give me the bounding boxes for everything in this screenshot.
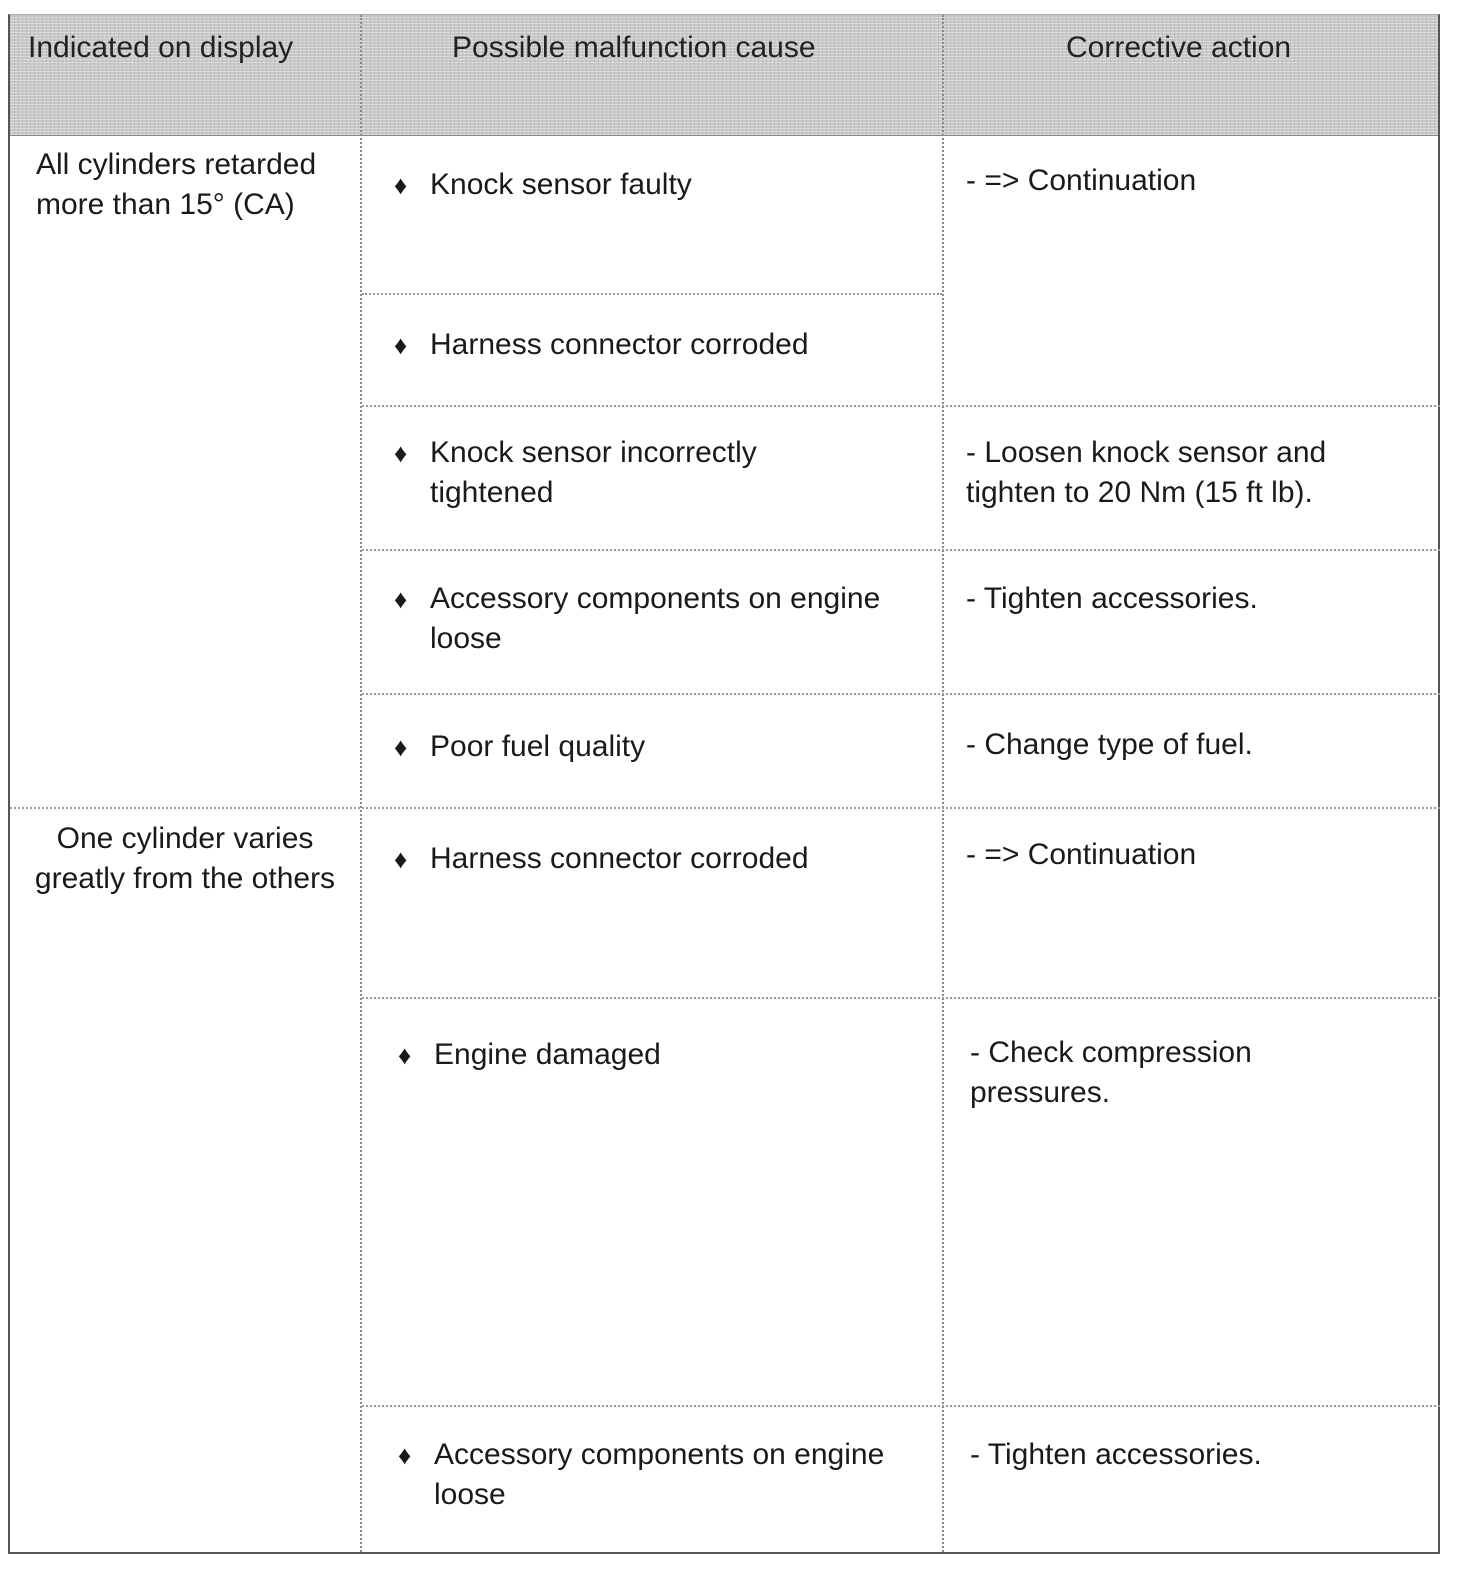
cause-text: Harness connector corroded (430, 328, 809, 361)
diamond-bullet-icon: ♦ (398, 1440, 412, 1470)
action-cell: - Tighten accessories. (966, 582, 1258, 615)
action-cell: - Tighten accessories. (970, 1438, 1262, 1471)
row-divider (362, 997, 1440, 999)
column-divider (942, 15, 944, 1552)
indicated-cell: One cylinder varies greatly from the others (34, 822, 336, 895)
row-divider (362, 693, 1440, 695)
cause-text: Engine damaged (434, 1038, 661, 1071)
column-divider (360, 15, 362, 1552)
row-divider (362, 1405, 1440, 1407)
cause-cell (388, 579, 950, 659)
action-cell: - => Continuation (966, 164, 1197, 197)
diamond-bullet-icon: ♦ (394, 584, 408, 614)
diamond-bullet-icon: ♦ (394, 170, 408, 200)
header-indicated: Indicated on display (28, 31, 294, 64)
diamond-bullet-icon: ♦ (394, 330, 408, 360)
diamond-bullet-icon: ♦ (394, 732, 408, 762)
cause-text: Knock sensor faulty (430, 168, 692, 201)
cause-cell (392, 1035, 954, 1075)
header-action: Corrective action (1066, 31, 1292, 64)
action-cell: - Check compression pressures. (970, 1036, 1252, 1109)
row-divider (362, 405, 1440, 407)
diamond-bullet-icon: ♦ (394, 844, 408, 874)
cause-text: Poor fuel quality (430, 730, 646, 763)
cause-text: Harness connector corroded (430, 842, 809, 875)
action-cell: - Change type of fuel. (966, 728, 1253, 761)
indicated-cell: All cylinders retarded more than 15° (CA) (36, 148, 317, 221)
action-cell: - Loosen knock sensor and tighten to 20 Nm (15 ft lb). (966, 436, 1327, 509)
diamond-bullet-icon: ♦ (394, 438, 408, 468)
cause-text: Accessory components on engine loose (430, 582, 881, 655)
diamond-bullet-icon: ♦ (398, 1040, 412, 1070)
cause-text: Accessory components on engine loose (434, 1438, 885, 1511)
cause-cell (388, 325, 930, 365)
row-divider (362, 549, 1440, 551)
action-cell: - => Continuation (966, 838, 1197, 871)
group-divider (10, 807, 1440, 809)
cause-cell (388, 839, 950, 879)
cause-cell (388, 165, 930, 205)
diagnosis-table (8, 14, 1440, 1554)
row-divider (362, 293, 942, 295)
cause-cell (388, 433, 880, 513)
header-cause: Possible malfunction cause (452, 31, 816, 64)
cause-text: Knock sensor incorrectly tightened (430, 436, 757, 509)
cause-cell (392, 1435, 954, 1515)
table-header (10, 15, 1438, 136)
cause-cell (388, 727, 950, 767)
